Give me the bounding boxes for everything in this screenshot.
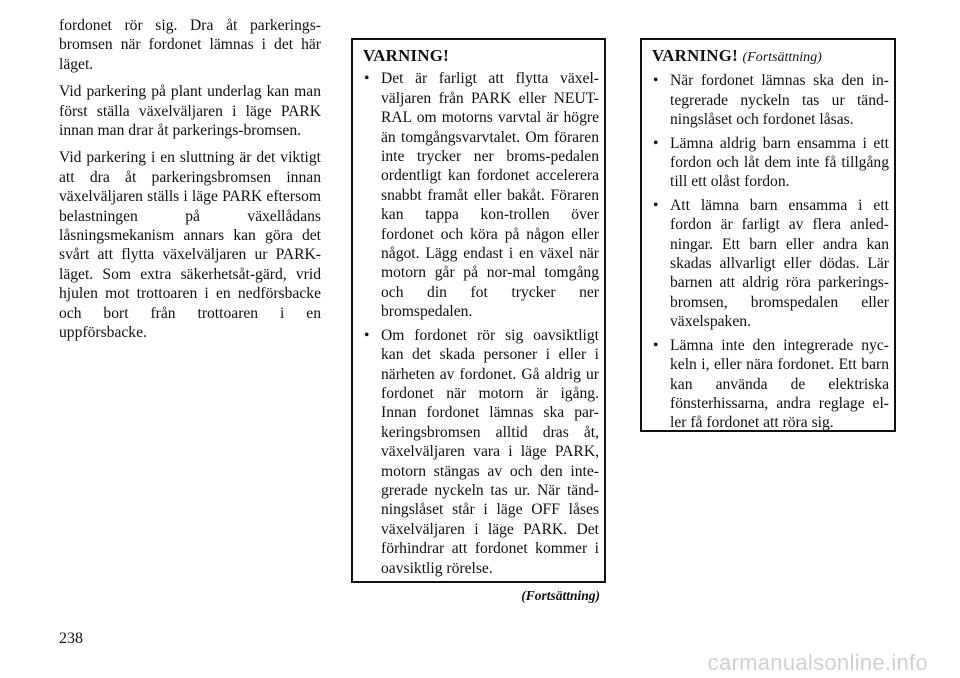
bullet-icon: • — [653, 72, 659, 90]
warning-list — [652, 71, 889, 432]
bullet-icon: • — [364, 70, 370, 88]
paragraph: Vid parkering i en sluttning är det viktigt att dra åt parkeringsbromsen innan växelväljaren ställs i läge PARK eftersom belastningen på växellådans låsningsmekanism annars kan göra det svårt att flytta växelväljaren ur PARK-läget. Som extra säkerhetsåt-gärd, vrid hjulen mot trottoaren i en nedförsbacke och bort från trottoaren i en uppförsbacke. — [59, 149, 321, 342]
paragraph: fordonet rör sig. Dra åt parkerings-bromsen när fordonet lämnas i det här läget. — [59, 17, 321, 73]
body-text-column — [59, 16, 321, 351]
warning-item-text: Det är farligt att flytta växel-väljaren från PARK eller NEUT-RAL om motorns varvtal är högre än tomgångsvarvtalet. Om föraren inte trycker ner broms-pedalen ordentligt kan fordonet accelerera snabbt framåt eller bakåt. Föraren kan tappa kon-trollen över fordonet och köra på någon eller något. Lägg endast i en växel när motorn går på nor-mal tomgång och din fot trycker ner bromspedalen. — [381, 70, 599, 321]
warning-item — [363, 326, 599, 578]
warning-item-text: Att lämna barn ensamma i ett fordon är farligt av flera anled-ningar. Ett barn eller andra kan skadas allvarligt eller dödas. Lär barnen att aldrig röra parkerings-bromsen, bromspedalen eller växelspaken. — [670, 196, 889, 331]
warning-item-text: Lämna aldrig barn ensamma i ett fordon och låt dem inte få tillgång till ett olåst fordon. — [670, 134, 889, 191]
warning-heading-text: VARNING! — [363, 46, 450, 65]
warning-item-text: Om fordonet rör sig oavsiktligt kan det skada personer i eller i närheten av fordonet. Gå aldrig ur fordonet när motorn är igång. Innan fordonet lämnas ska par-keringsbromsen alltid dras åt, växelväljaren vara i läge PARK, motorn stängas av och den inte-grerade nyckeln tas ur. När tänd-ningslåset står i läge OFF låses växelväljaren i läge PARK. Det förhindrar att fordonet kommer i oavsiktlig rörelse. — [381, 326, 599, 577]
bullet-icon: • — [653, 134, 659, 152]
warning-heading — [652, 46, 889, 67]
bullet-icon: • — [364, 326, 370, 344]
warning-box-continued — [640, 38, 896, 432]
warning-item — [652, 196, 889, 332]
warning-item — [652, 134, 889, 192]
warning-item-text: Lämna inte den integrerade nyc-keln i, eller nära fordonet. Ett barn kan använda de elektriska fönsterhissarna, andra reglage el-ler få fordonet att röra sig. — [670, 336, 889, 432]
bullet-icon: • — [653, 336, 659, 354]
warning-item — [363, 69, 599, 321]
warning-heading-continued: (Fortsättning) — [742, 50, 822, 65]
warning-heading-text: VARNING! — [652, 46, 739, 65]
paragraph: Vid parkering på plant underlag kan man först ställa växelväljaren i läge PARK innan man drar åt parkerings-bromsen. — [59, 83, 321, 140]
warning-item — [652, 336, 889, 433]
warning-box — [351, 38, 606, 583]
bullet-icon: • — [653, 196, 659, 214]
warning-item — [652, 71, 889, 129]
watermark: carmanualsonline.info — [707, 650, 928, 675]
warning-heading — [363, 46, 599, 65]
page-number: 238 — [59, 630, 83, 647]
continued-label: (Fortsättning) — [521, 588, 600, 603]
warning-item-text: När fordonet lämnas ska den in-tegrerade nyckeln tas ur tänd-ningslåset och fordonet låsas. — [670, 72, 889, 129]
warning-list — [363, 69, 599, 578]
